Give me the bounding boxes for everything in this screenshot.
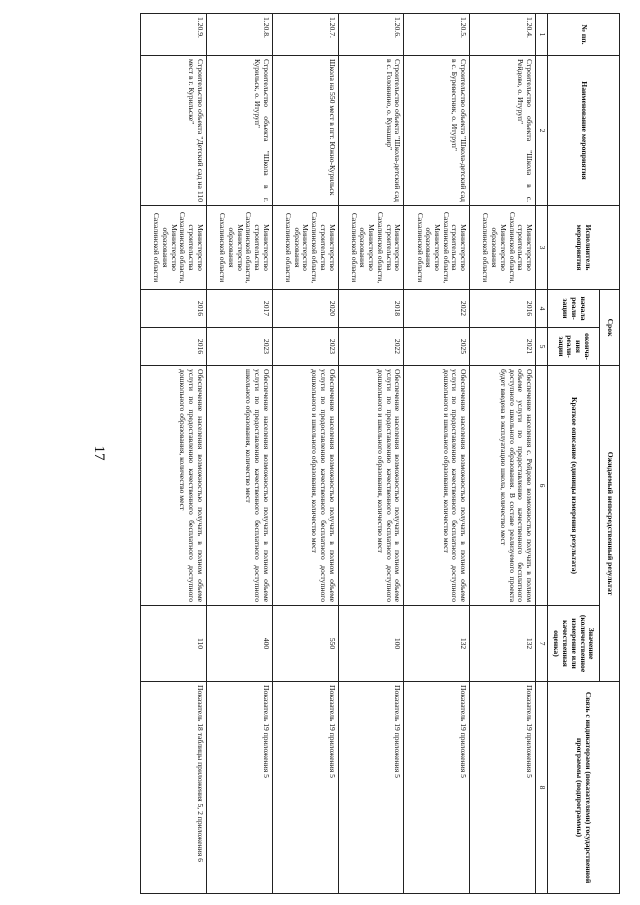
table-row bbox=[338, 14, 404, 894]
row-description: Обеспечение населения возможностью получать в полном объеме услуги по предоставлению качественного бесплатного доступного дошкольного и школьного образования, количество мест bbox=[338, 366, 404, 606]
table-row bbox=[141, 14, 207, 894]
row-end: 2025 bbox=[404, 328, 470, 366]
row-description: Обеспечение населения возможностью получать в полном объеме услуги по предоставлению качественного бесплатного доступного школьного образования, количество мест bbox=[206, 366, 272, 606]
table-row bbox=[206, 14, 272, 894]
header-start: начала реали- зации bbox=[548, 290, 600, 328]
row-executor: Министерство строительства Сахалинской области, Министерство образования Сахалинской области bbox=[206, 206, 272, 290]
header-end: оконча- ния реали- зации bbox=[548, 328, 600, 366]
row-executor: Министерство строительства Сахалинской области, Министерство образования Сахалинской области bbox=[404, 206, 470, 290]
row-value: 110 bbox=[141, 606, 207, 682]
row-executor: Министерство строительства Сахалинской области, Министерство образования Сахалинской области bbox=[272, 206, 338, 290]
column-number: 7 bbox=[536, 606, 548, 682]
column-number: 3 bbox=[536, 206, 548, 290]
header-value: Значение (количественное измерение или качественная оценка) bbox=[548, 606, 600, 682]
row-num: 1.20.5. bbox=[404, 14, 470, 56]
row-link: Показатель 19 приложения 5 bbox=[206, 682, 272, 894]
row-value: 100 bbox=[338, 606, 404, 682]
row-value: 132 bbox=[404, 606, 470, 682]
column-number: 5 bbox=[536, 328, 548, 366]
row-start: 2016 bbox=[470, 290, 536, 328]
row-executor: Министерство строительства Сахалинской области, Министерство образования Сахалинской области bbox=[141, 206, 207, 290]
header-num: № пп. bbox=[548, 14, 620, 56]
row-end: 2023 bbox=[206, 328, 272, 366]
row-end: 2022 bbox=[338, 328, 404, 366]
row-end: 2016 bbox=[141, 328, 207, 366]
column-number: 2 bbox=[536, 56, 548, 206]
header-result-group: Ожидаемый непосредственный результат bbox=[600, 366, 620, 682]
column-number: 6 bbox=[536, 366, 548, 606]
row-executor: Министерство строительства Сахалинской области, Министерство образования Сахалинской области bbox=[470, 206, 536, 290]
row-description: Обеспечение населения возможностью получать в полном объеме услуги по предоставлению качественного бесплатного доступного дошкольного и школьного образования, количество мест bbox=[404, 366, 470, 606]
row-link: Показатель 18 таблицы приложения 5, 2 приложения 6 bbox=[141, 682, 207, 894]
row-link: Показатель 19 приложения 5 bbox=[470, 682, 536, 894]
header-executor: Исполнитель мероприятия bbox=[548, 206, 620, 290]
row-end: 2021 bbox=[470, 328, 536, 366]
table-row bbox=[272, 14, 338, 894]
rotated-table-container bbox=[140, 13, 620, 893]
header-link: Связь с индикаторами (показателями) государственной программы (подпрограммы) bbox=[548, 682, 620, 894]
table-row bbox=[404, 14, 470, 894]
row-description: Обеспечение населения с. Рейдово возможностью получать в полном объеме услуги по предоставлению качественного бесплатного доступного школьного образования. В составе реализуемого проекта будет введена в эксплуатацию школа, количество мест bbox=[470, 366, 536, 606]
row-value: 550 bbox=[272, 606, 338, 682]
row-description: Обеспечение населения возможностью получать в полном объеме услуги по предоставлению качественного бесплатного доступного дошкольного образования, количество мест bbox=[141, 366, 207, 606]
row-num: 1.20.4. bbox=[470, 14, 536, 56]
row-name: Строительство объекта "Школа в г. Курильск, о. Итуруп" bbox=[206, 56, 272, 206]
page-number: 17 bbox=[91, 445, 107, 461]
row-num: 1.20.8. bbox=[206, 14, 272, 56]
row-start: 2017 bbox=[206, 290, 272, 328]
row-end: 2023 bbox=[272, 328, 338, 366]
row-executor: Министерство строительства Сахалинской области, Министерство образования Сахалинской области bbox=[338, 206, 404, 290]
column-number: 1 bbox=[536, 14, 548, 56]
row-value: 400 bbox=[206, 606, 272, 682]
row-link: Показатель 19 приложения 5 bbox=[272, 682, 338, 894]
row-start: 2016 bbox=[141, 290, 207, 328]
row-link: Показатель 19 приложения 5 bbox=[338, 682, 404, 894]
row-value: 132 bbox=[470, 606, 536, 682]
header-description: Краткое описание (единицы измерения результата) bbox=[548, 366, 600, 606]
row-start: 2018 bbox=[338, 290, 404, 328]
column-number: 4 bbox=[536, 290, 548, 328]
header-term: Срок bbox=[600, 290, 620, 366]
row-description: Обеспечение населения возможностью получать в полном объеме услуги по предоставлению качественного бесплатного доступного дошкольного и школьного образования, количество мест bbox=[272, 366, 338, 606]
header-name: Наименование мероприятия bbox=[548, 56, 620, 206]
row-link: Показатель 19 приложения 5 bbox=[404, 682, 470, 894]
column-number: 8 bbox=[536, 682, 548, 894]
row-name: Строительство объекта "Школа в с. Рейдово, о. Итуруп" bbox=[470, 56, 536, 206]
table-row bbox=[470, 14, 536, 894]
row-num: 1.20.9. bbox=[141, 14, 207, 56]
row-name: Школа на 550 мест в пгт. Южно-Курильск bbox=[272, 56, 338, 206]
row-start: 2020 bbox=[272, 290, 338, 328]
row-name: Строительство объекта "Школа-детский сад в с. Буревестник, о. Итуруп" bbox=[404, 56, 470, 206]
row-name: Строительство объекта "Школа-детский сад в с. Головнино, о. Кунашир" bbox=[338, 56, 404, 206]
row-num: 1.20.7. bbox=[272, 14, 338, 56]
row-start: 2022 bbox=[404, 290, 470, 328]
row-num: 1.20.6. bbox=[338, 14, 404, 56]
row-name: Строительство объекта "Детский сад на 110 мест в г. Курильске" bbox=[141, 56, 207, 206]
measures-table bbox=[140, 13, 620, 894]
